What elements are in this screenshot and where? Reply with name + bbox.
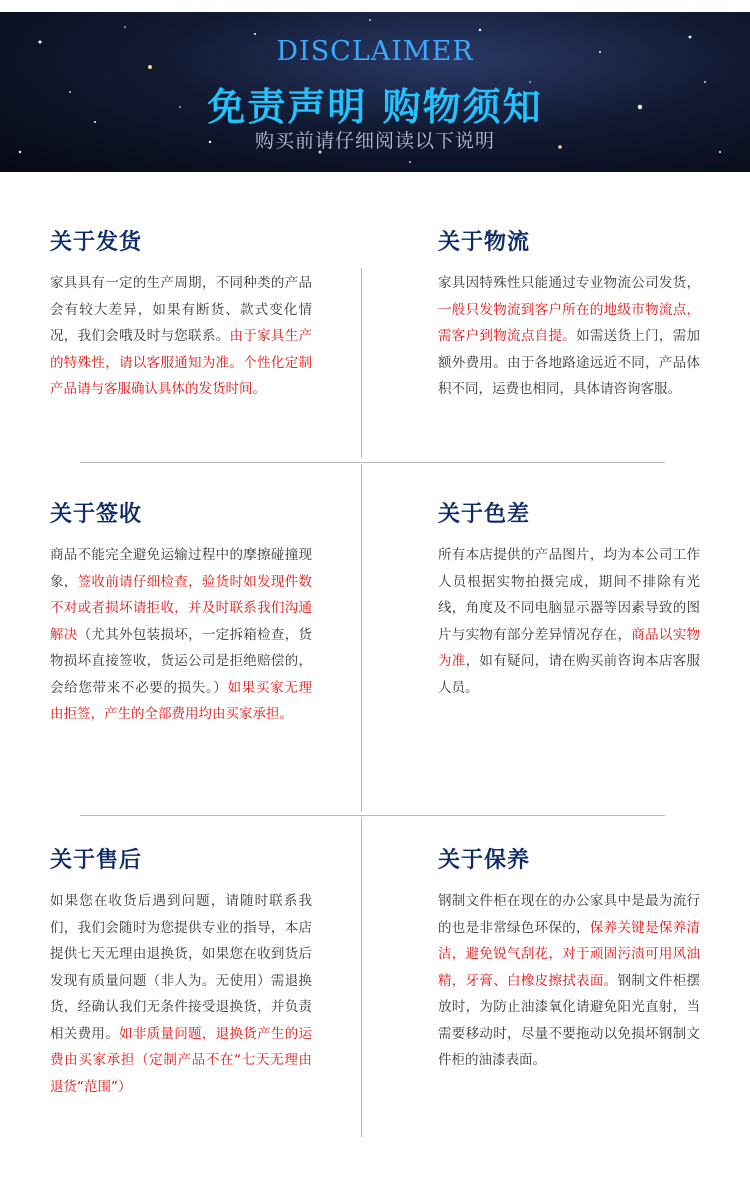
body-text: 如需送货上门，需加额外费用。由于各地路途远近不同，产品体积不同，运费也相同，具体请咨询客服。 <box>438 328 701 397</box>
body-text-emphasis: 保养关键是保养清洁，避免锐气刮花，对于顽固污渍可用风油精，牙膏、白橡皮擦拭表面。 <box>438 919 701 989</box>
section-body <box>50 888 312 1100</box>
banner-title-en: DISCLAIMER <box>276 36 474 67</box>
body-text: 钢制文件柜在现在的办公家具中是最为流行的也是非常绿色环保的， <box>438 893 700 936</box>
body-text: 商品不能完全避免运输过程中的摩擦碰撞现象， <box>50 547 312 590</box>
banner-subtitle: 购买前请仔细阅读以下说明 <box>254 130 495 152</box>
body-text: 所有本店提供的产品图片，均为本公司工作人员根据实物拍摄完成，期间不排除有光线，角度及不同电脑显示器等因素导致的图片与实物有部分差异情况存在， <box>438 547 700 643</box>
body-text: 钢制文件柜摆放时，为防止油漆氧化请避免阳光直射，当需要移动时，尽量不要拖动以免损坏钢制文件柜的油漆表面。 <box>438 972 701 1068</box>
section-title: 关于保养 <box>438 848 531 873</box>
section-title: 关于色差 <box>438 502 531 527</box>
body-text-emphasis: 商品以实物为准 <box>438 626 701 669</box>
banner-title-cn: 免责声明 购物须知 <box>207 85 543 129</box>
section-aftersales <box>50 846 312 1100</box>
section-body <box>50 542 312 728</box>
body-text: 家具具有一定的生产周期，不同种类的产品会有较大差异，如果有断货、款式变化情况，我们会哦及时与您联系。 <box>50 275 312 344</box>
section-title: 关于售后 <box>50 848 143 873</box>
section-body <box>438 270 700 403</box>
divider-vertical <box>361 464 362 812</box>
body-text: 家具因特殊性只能通过专业物流公司发货， <box>438 275 700 291</box>
divider-vertical <box>361 817 362 1137</box>
body-text: 如果您在收货后遇到问题，请随时联系我们，我们会随时为您提供专业的指导，本店提供七天无理由退换货，如果您在收到货后发现有质量问题（非人为。无使用）需退换货，经确认我们无条件接受退换货，并负责相关费用。 <box>50 893 312 1042</box>
section-body <box>438 888 700 1074</box>
divider-horizontal <box>80 462 665 463</box>
section-shipping <box>50 228 312 403</box>
body-text-emphasis: 由于家具生产的特殊性，请以客服通知为准。个性化定制产品请与客服确认具体的发货时间。 <box>50 328 313 397</box>
section-title: 关于发货 <box>50 230 143 255</box>
divider-horizontal <box>80 815 665 816</box>
section-title: 关于物流 <box>438 230 531 255</box>
divider-vertical <box>361 268 362 458</box>
section-title: 关于签收 <box>50 502 143 527</box>
section-color-difference <box>438 500 700 701</box>
body-text: ，如有疑问，请在购买前咨询本店客服人员。 <box>438 653 701 696</box>
body-text: （尤其外包装损坏，一定拆箱检查，货物损坏直接签收，货运公司是拒绝赔偿的，会给您带来不必要的损失。） <box>50 626 313 696</box>
section-signing <box>50 500 312 728</box>
section-body <box>50 270 312 403</box>
section-maintenance <box>438 846 700 1074</box>
body-text-emphasis: 签收前请仔细检查，验货时如发现件数不对或者损坏请拒收，并及时联系我们沟通解决 <box>50 573 313 643</box>
header-banner <box>0 12 750 172</box>
section-logistics <box>438 228 700 403</box>
body-text-emphasis: 一般只发物流到客户所在的地级市物流点，需客户到物流点自提。 <box>438 301 700 344</box>
body-text-emphasis: 如非质量问题，退换货产生的运费由买家承担（定制产品不在“七天无理由退货“范围”） <box>50 1025 313 1095</box>
section-body <box>438 542 700 701</box>
body-text-emphasis: 如果买家无理由拒签，产生的全部费用均由买家承担。 <box>50 679 313 722</box>
